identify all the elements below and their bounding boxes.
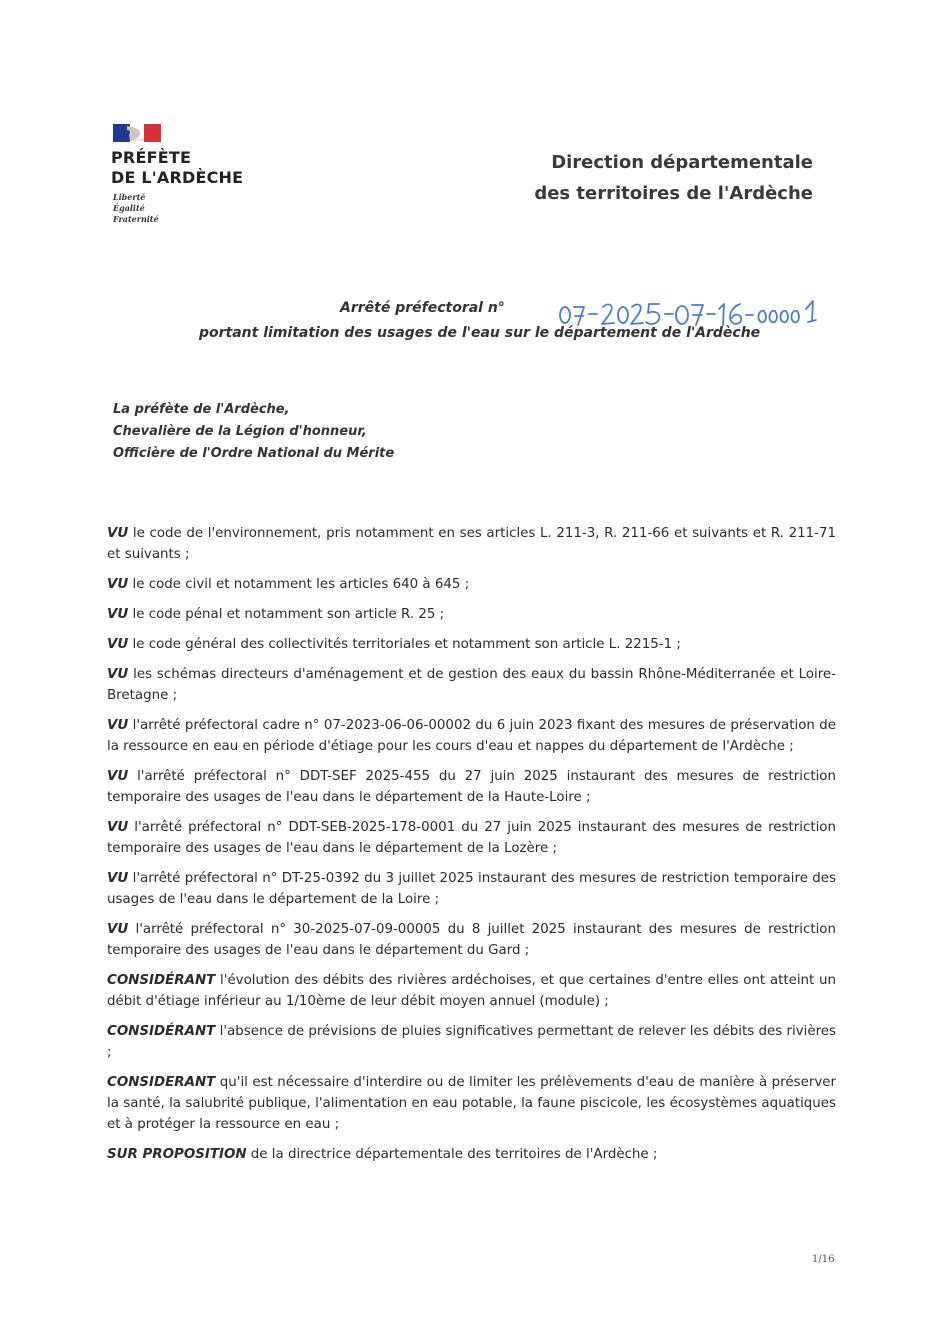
paragraph-text: de la directrice départementale des territoires de l'Ardèche ; [246, 1147, 658, 1162]
paragraph-keyword: VU [107, 607, 129, 622]
paragraph-keyword: VU [107, 577, 129, 592]
paragraph-keyword: VU [107, 637, 129, 652]
visa-paragraph [107, 634, 836, 655]
motto-fraternite: Fraternité [113, 214, 159, 224]
paragraph-text: l'arrêté préfectoral n° DDT-SEF 2025-455 du 27 juin 2025 instaurant des mesures de restriction temporaire des usages de l'eau dans le département de la Haute-Loire ; [107, 769, 836, 805]
prefecture-name [111, 148, 243, 188]
paragraph-keyword: VU [107, 769, 129, 784]
decree-title-prefix: Arrêté préfectoral n° [340, 300, 505, 316]
prefect-title: La préfète de l'Ardèche, [113, 402, 290, 417]
handwritten-decree-number [556, 295, 826, 329]
paragraph-text: le code général des collectivités territoriales et notamment son article L. 2215-1 ; [128, 637, 681, 652]
visa-paragraph [107, 664, 836, 706]
paragraph-text: l'arrêté préfectoral n° DT-25-0392 du 3 juillet 2025 instaurant des mesures de restriction temporaire des usages de l'eau dans le département de la Loire ; [107, 871, 836, 907]
paragraph-text: les schémas directeurs d'aménagement et de gestion des eaux du bassin Rhône-Méditerranée et Loire-Bretagne ; [107, 667, 836, 703]
paragraph-text: qu'il est nécessaire d'interdire ou de limiter les prélèvements d'eau de manière à préserver la santé, la salubrité publique, l'alimentation en eau potable, la faune piscicole, les écosystèmes aquatiques et à protéger la ressource en eau ; [107, 1075, 836, 1132]
visa-paragraph [107, 574, 836, 595]
paragraph-keyword: CONSIDÉRANT [107, 1024, 216, 1039]
paragraph-text: l'arrêté préfectoral n° DDT-SEB-2025-178-0001 du 27 juin 2025 instaurant des mesures de restriction temporaire des usages de l'eau dans le département de la Lozère ; [107, 820, 836, 856]
marianne-logo-icon [113, 124, 161, 142]
directorate-line1: Direction départementale [551, 152, 813, 173]
paragraph-keyword: VU [107, 667, 129, 682]
visa-paragraph [107, 817, 836, 859]
prefect-honor-1: Chevalière de la Légion d'honneur, [113, 424, 367, 439]
consideration-paragraph [107, 1072, 836, 1135]
prefecture-name-line1: PRÉFÈTE [111, 148, 192, 167]
paragraph-keyword: VU [107, 820, 129, 835]
paragraph-text: le code pénal et notamment son article R. 25 ; [128, 607, 445, 622]
directorate-line2: des territoires de l'Ardèche [534, 183, 813, 204]
paragraph-text: l'évolution des débits des rivières ardéchoises, et que certaines d'entre elles ont atteint un débit d'étiage inférieur au 1/10ème de leur débit moyen annuel (module) ; [107, 973, 836, 1009]
paragraph-keyword: VU [107, 922, 129, 937]
prefect-honor-2: Officière de l'Ordre National du Mérite [113, 446, 395, 461]
visa-paragraph [107, 766, 836, 808]
paragraph-text: le code de l'environnement, pris notamment en ses articles L. 211-3, R. 211-66 et suivants et R. 211-71 et suivants ; [107, 526, 836, 562]
motto-liberte: Liberté [113, 192, 146, 202]
republic-motto [113, 192, 159, 225]
visa-paragraph [107, 868, 836, 910]
prefecture-name-line2: DE L'ARDÈCHE [111, 168, 244, 187]
visa-paragraph [107, 523, 836, 565]
motto-egalite: Égalité [113, 203, 145, 213]
issuing-directorate [480, 147, 813, 209]
visa-paragraph [107, 919, 836, 961]
decree-subtitle: portant limitation des usages de l'eau sur le département de l'Ardèche [199, 325, 761, 341]
paragraph-keyword: CONSIDERANT [107, 1075, 216, 1090]
paragraph-text: l'absence de prévisions de pluies significatives permettant de relever les débits des rivières ; [107, 1024, 836, 1060]
consideration-paragraph [107, 970, 836, 1012]
proposal-paragraph [107, 1144, 836, 1165]
visas-considerations-list [107, 523, 836, 1165]
paragraph-keyword: SUR PROPOSITION [107, 1147, 247, 1162]
page-number: 1/16 [812, 1254, 835, 1265]
consideration-paragraph [107, 1021, 836, 1063]
paragraph-text: l'arrêté préfectoral n° 30-2025-07-09-00005 du 8 juillet 2025 instaurant des mesures de restriction temporaire des usages de l'eau dans le département du Gard ; [107, 922, 836, 958]
paragraph-keyword: CONSIDÉRANT [107, 973, 216, 988]
visa-paragraph [107, 715, 836, 757]
paragraph-text: l'arrêté préfectoral cadre n° 07-2023-06-06-00002 du 6 juin 2023 fixant des mesures de préservation de la ressource en eau en période d'étiage pour les cours d'eau et nappes du département de l'Ardèche ; [107, 718, 836, 754]
visa-paragraph [107, 604, 836, 625]
paragraph-keyword: VU [107, 871, 129, 886]
paragraph-text: le code civil et notamment les articles 640 à 645 ; [128, 577, 470, 592]
prefect-identity [113, 399, 394, 465]
paragraph-keyword: VU [107, 526, 129, 541]
paragraph-keyword: VU [107, 718, 129, 733]
